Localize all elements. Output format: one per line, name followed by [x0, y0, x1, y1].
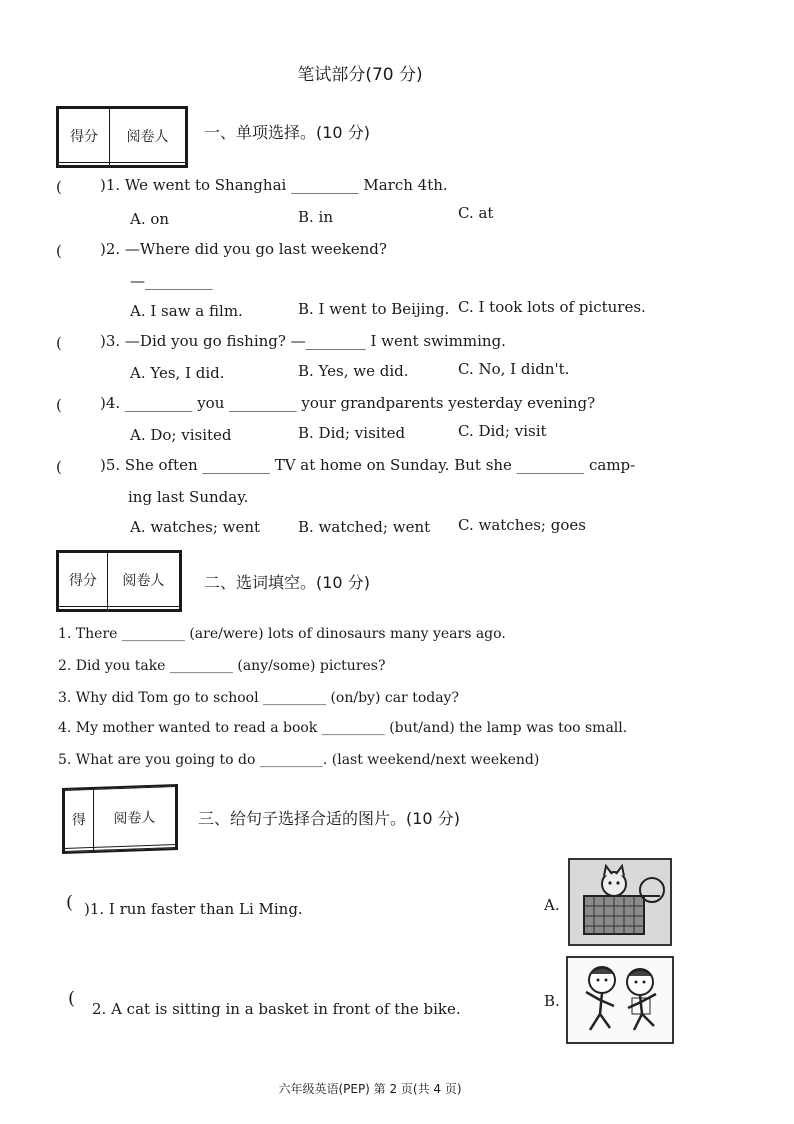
fill-item-3: 3. Why did Tom go to school _________ (on/by) car today? — [58, 690, 459, 706]
option-c: C. at — [458, 204, 494, 222]
answer-paren[interactable]: ( — [56, 178, 62, 196]
score-box-2 — [56, 550, 182, 612]
option-c: C. Did; visit — [458, 422, 547, 440]
question-3: )3. —Did you go fishing? —________ I went swimming. — [100, 332, 506, 350]
answer-paren[interactable]: ( — [56, 334, 62, 352]
option-a: A. watches; went — [130, 518, 261, 536]
answer-paren[interactable]: ( — [56, 396, 62, 414]
page-footer: 六年级英语(PEP) 第 2 页(共 4 页) — [278, 1082, 462, 1096]
score-box-3 — [62, 784, 178, 854]
option-b: B. Yes, we did. — [298, 362, 409, 380]
picture-label-a: A. — [544, 896, 560, 914]
answer-line: —_________ — [130, 272, 213, 290]
option-b: B. Did; visited — [298, 424, 406, 442]
option-b: B. I went to Beijing. — [298, 300, 450, 318]
cat-in-basket-icon — [568, 858, 672, 946]
question-1: )1. We went to Shanghai _________ March 4th. — [100, 176, 448, 194]
fill-item-4: 4. My mother wanted to read a book _________ (but/and) the lamp was too small. — [58, 720, 628, 736]
section-1-title: 一、单项选择。(10 分) — [204, 123, 370, 142]
score-label: 得分 — [59, 109, 110, 163]
score-label: 得 — [65, 789, 94, 848]
grader-label: 阅卷人 — [107, 553, 179, 607]
option-a: A. I saw a film. — [130, 302, 243, 320]
two-kids-running-icon — [566, 956, 674, 1044]
score-cell[interactable] — [59, 163, 110, 166]
answer-paren[interactable]: ( — [68, 988, 76, 1009]
option-b: B. watched; went — [298, 518, 431, 536]
question-5: )5. She often _________ TV at home on Sunday. But she _________ camp- — [100, 456, 636, 474]
option-a: A. on — [130, 210, 170, 228]
option-c: C. No, I didn't. — [458, 360, 570, 378]
fill-item-5: 5. What are you going to do _________. (last weekend/next weekend) — [58, 752, 540, 768]
match-sentence-1: )1. I run faster than Li Ming. — [84, 900, 303, 918]
grader-cell[interactable] — [110, 163, 186, 166]
fill-item-2: 2. Did you take _________ (any/some) pictures? — [58, 658, 386, 674]
question-2: )2. —Where did you go last weekend? — [100, 240, 387, 258]
question-5-continuation: ing last Sunday. — [128, 488, 249, 506]
option-b: B. in — [298, 208, 334, 226]
question-4: )4. _________ you _________ your grandparents yesterday evening? — [100, 394, 596, 412]
score-cell[interactable] — [59, 607, 108, 610]
option-a: A. Yes, I did. — [130, 364, 225, 382]
grader-label: 阅卷人 — [110, 109, 186, 163]
fill-item-1: 1. There _________ (are/were) lots of dinosaurs many years ago. — [58, 626, 506, 642]
match-sentence-2: 2. A cat is sitting in a basket in front of the bike. — [92, 1000, 461, 1018]
score-box-1 — [56, 106, 188, 168]
score-cell[interactable] — [65, 848, 94, 852]
option-a: A. Do; visited — [130, 426, 232, 444]
grader-label: 阅卷人 — [93, 787, 175, 848]
grader-cell[interactable] — [107, 607, 179, 610]
section-3-title: 三、给句子选择合适的图片。(10 分) — [198, 809, 460, 828]
option-c: C. watches; goes — [458, 516, 586, 534]
section-2-title: 二、选词填空。(10 分) — [204, 573, 370, 592]
option-c: C. I took lots of pictures. — [458, 298, 646, 316]
page-title: 笔试部分(70 分) — [297, 65, 423, 85]
answer-paren[interactable]: ( — [56, 242, 62, 260]
score-label: 得分 — [59, 553, 108, 607]
answer-paren[interactable]: ( — [56, 458, 62, 476]
picture-label-b: B. — [544, 992, 560, 1010]
answer-paren[interactable]: ( — [66, 892, 74, 913]
